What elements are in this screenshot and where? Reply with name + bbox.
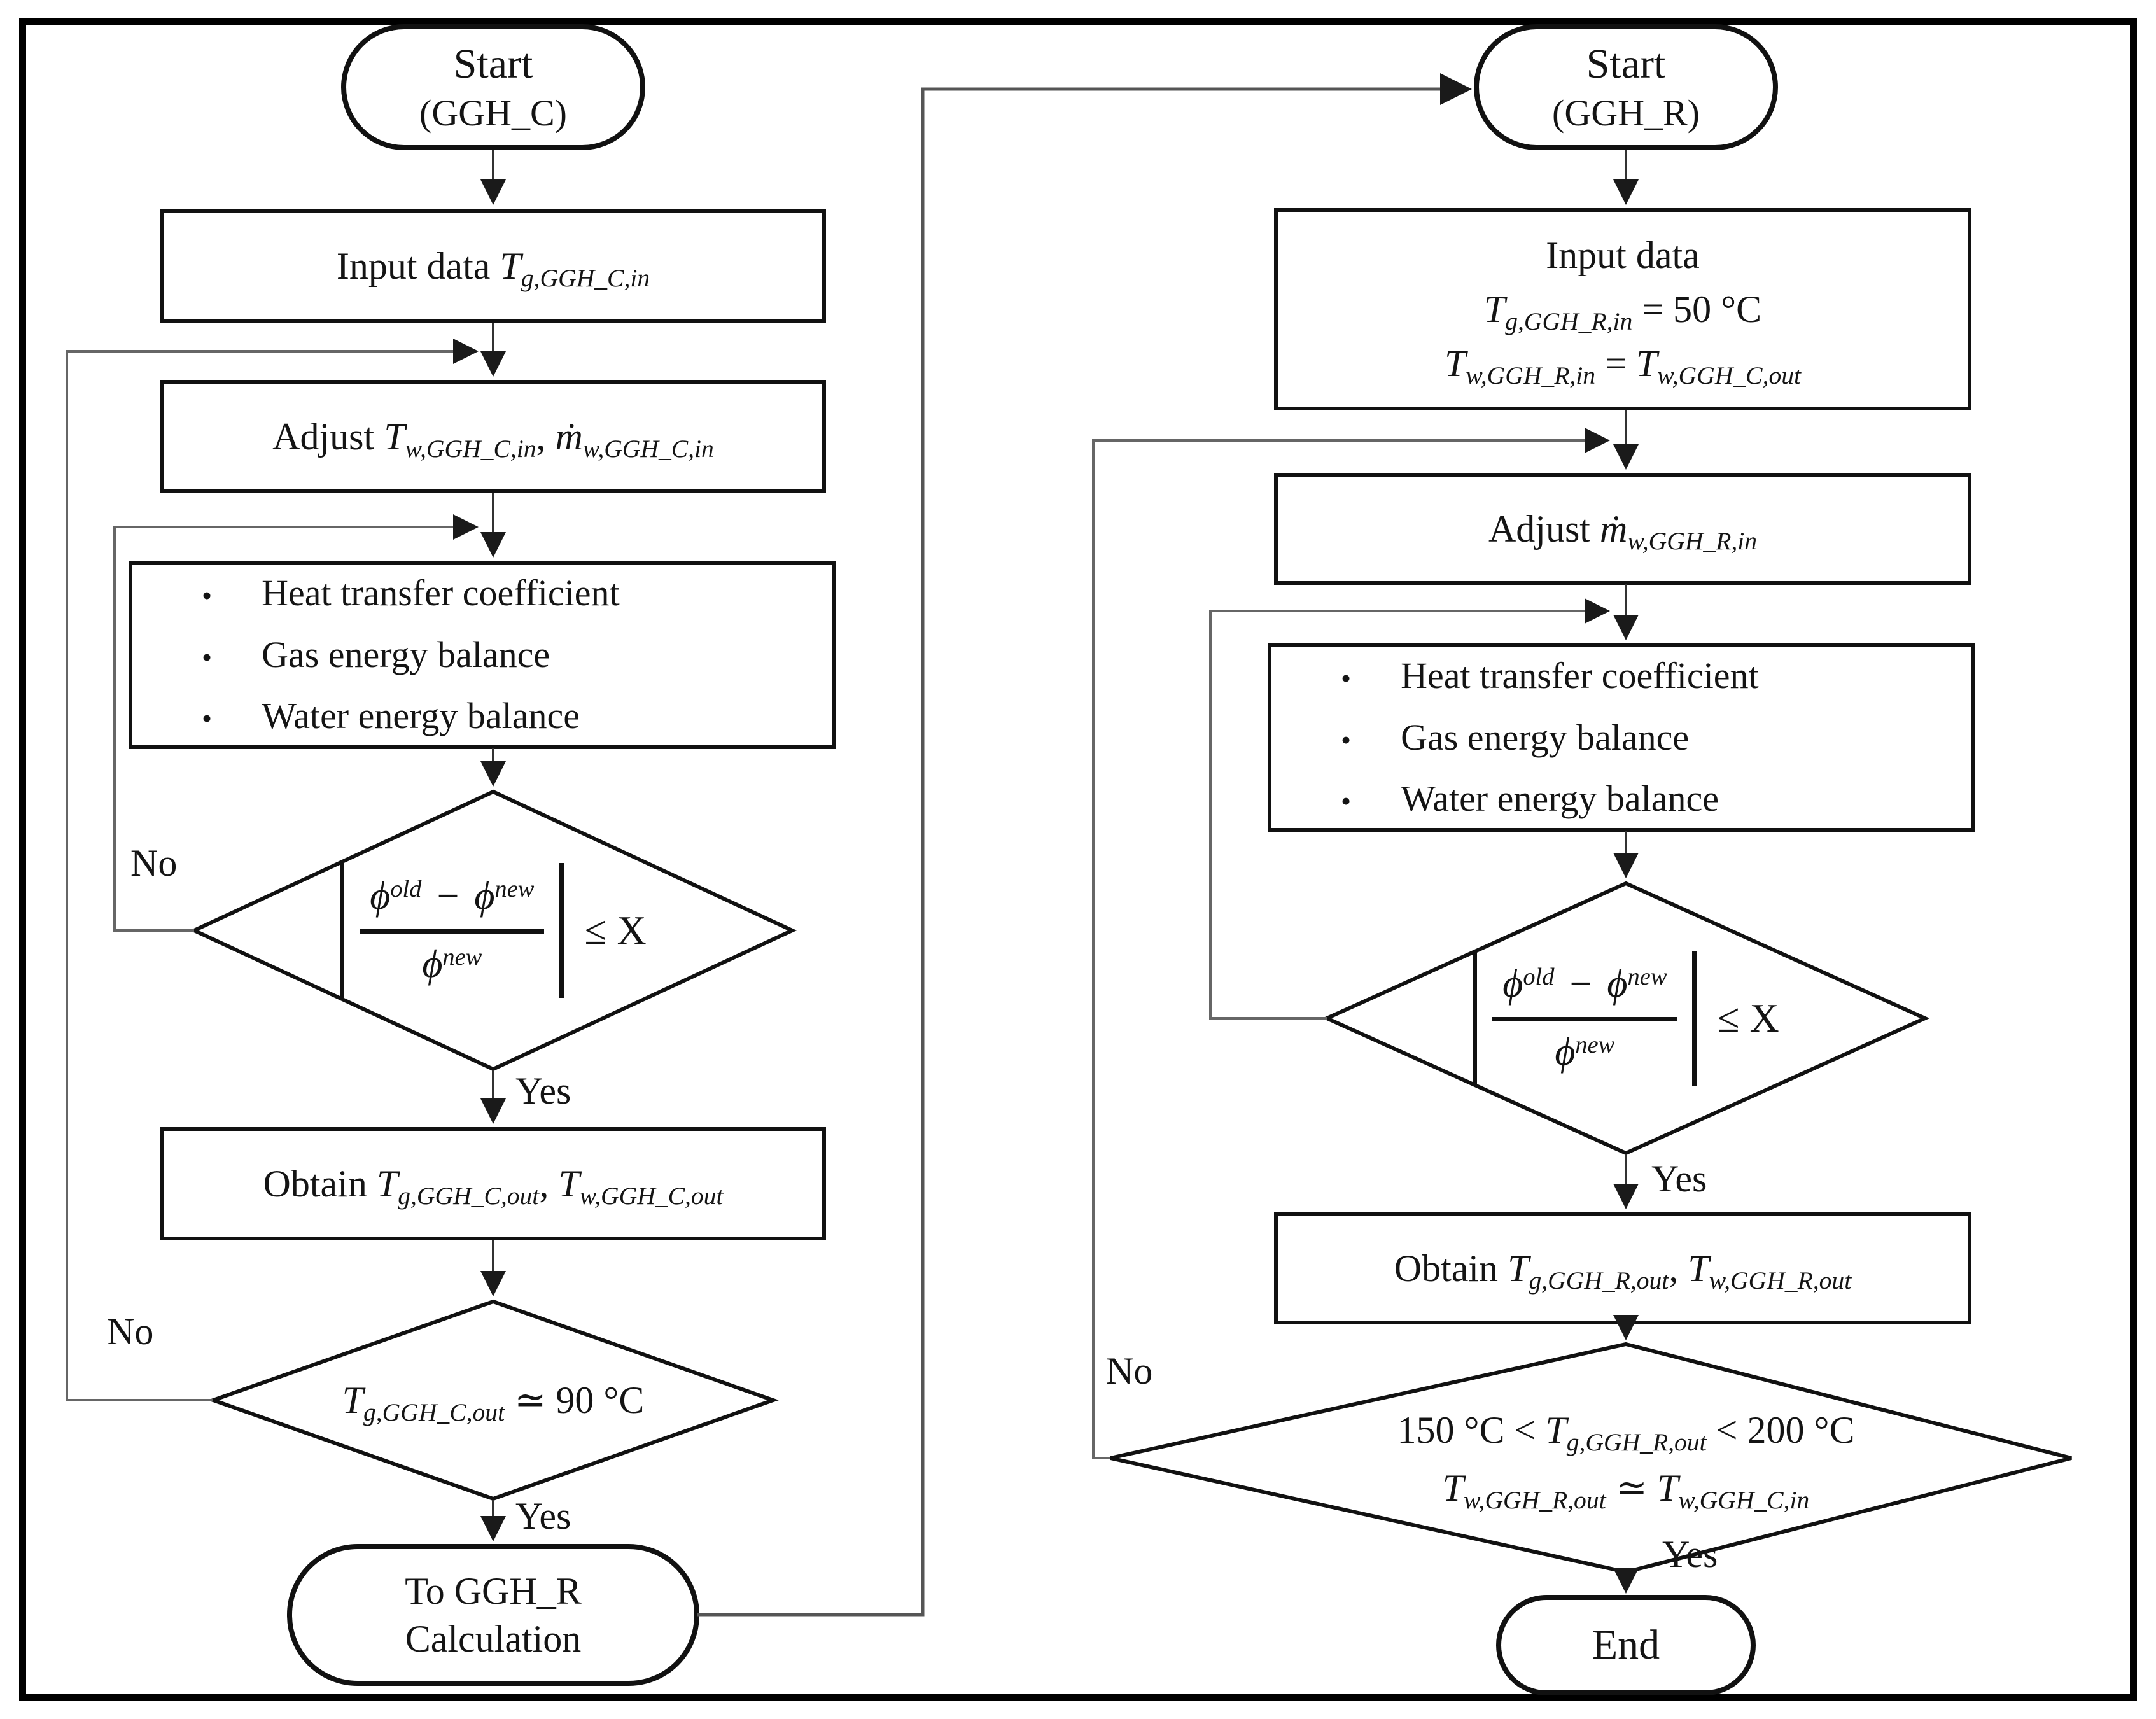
bullet-icon: • — [202, 702, 213, 735]
minus-sign: − — [1569, 962, 1592, 1006]
input-gghr-l2-value: = 50 °C — [1632, 288, 1762, 330]
temp-check-sub: g,GGH_C,out — [363, 1398, 505, 1426]
adjust-gghr-prefix: Adjust — [1488, 507, 1600, 550]
node-phi-check-gghc — [270, 825, 716, 1035]
phi-symbol: ϕ — [1502, 962, 1523, 1006]
balance-gghc-item-2 — [202, 632, 550, 678]
balance-item-label: Heat transfer coefficient — [262, 572, 620, 614]
phi-sup-new: new — [1627, 963, 1667, 990]
obtain-gghr-prefix: Obtain — [1394, 1247, 1508, 1289]
bullet-icon: • — [1341, 723, 1352, 756]
phi-symbol: ϕ — [1607, 962, 1628, 1006]
obtain-gghc-var1: T — [376, 1162, 398, 1205]
phi-denominator — [422, 934, 482, 990]
start-gghr-sublabel: (GGH_R) — [1552, 92, 1700, 134]
input-gghr-line2 — [1484, 286, 1761, 333]
phi-symbol: ϕ — [474, 874, 495, 918]
phi-fraction — [1492, 960, 1677, 1077]
minus-sign: − — [437, 874, 459, 918]
node-start-gghr — [1476, 27, 1775, 148]
final-check-l2-var2: T — [1656, 1466, 1679, 1509]
input-gghr-l3-sub1: w,GGH_R,in — [1466, 361, 1596, 389]
balance-item-label: Water energy balance — [262, 695, 580, 737]
input-gghr-l2-var: T — [1483, 288, 1506, 330]
node-adjust-gghc — [162, 382, 824, 491]
adjust-gghr-sub: w,GGH_R,in — [1627, 526, 1758, 555]
adjust-gghr-var: ṁ — [1599, 507, 1628, 550]
start-gghr-label: Start — [1586, 40, 1666, 87]
input-gghc-sub: g,GGH_C,in — [521, 263, 650, 292]
obtain-gghc-sub2: w,GGH_C,out — [579, 1181, 724, 1210]
phi-denominator — [1555, 1021, 1614, 1077]
balance-gghc-item-3 — [202, 693, 580, 740]
phi-numerator — [1492, 960, 1677, 1021]
node-input-gghc — [162, 211, 824, 321]
phi-symbol: ϕ — [370, 874, 391, 918]
phi-numerator — [360, 872, 544, 934]
node-obtain-gghr — [1276, 1214, 1970, 1323]
input-gghr-l3-var1: T — [1444, 342, 1466, 384]
phi-sup-old: old — [1523, 963, 1555, 990]
obtain-gghr-var1: T — [1508, 1247, 1529, 1289]
temp-check-condition: ≃ 90 °C — [505, 1379, 645, 1421]
phi-sup-new: new — [442, 943, 482, 971]
adjust-gghc-sub1: w,GGH_C,in — [405, 434, 536, 463]
phi-abs-bars — [340, 863, 564, 998]
node-obtain-gghc — [162, 1129, 824, 1238]
adjust-gghc-comma: , — [536, 415, 556, 458]
final-check-l2-var1: T — [1442, 1466, 1464, 1509]
bullet-icon: • — [202, 579, 213, 612]
balance-gghc-item-1 — [202, 570, 620, 617]
approx-sign: ≃ — [1606, 1466, 1657, 1509]
obtain-gghr-sub1: g,GGH_R,out — [1529, 1266, 1669, 1295]
adjust-gghc-var2: ṁ — [555, 415, 583, 458]
obtain-gghr-comma: , — [1669, 1247, 1688, 1289]
bullet-icon: • — [1341, 662, 1352, 695]
phi-check-gghc-no-label: No — [130, 842, 178, 884]
phi-symbol: ϕ — [422, 942, 443, 986]
obtain-gghc-text — [263, 1160, 724, 1208]
node-to-gghr — [290, 1547, 697, 1683]
phi-check-gghc-yes-label: Yes — [515, 1070, 571, 1112]
node-final-check-gghr — [1177, 1368, 2075, 1550]
phi-symbol: ϕ — [1555, 1030, 1576, 1074]
node-adjust-gghr — [1276, 475, 1970, 583]
to-gghr-line1: To GGH_R — [405, 1569, 582, 1612]
temp-check-yes-label: Yes — [515, 1495, 571, 1537]
node-input-gghr — [1276, 210, 1970, 409]
input-gghr-l3-sub2: w,GGH_C,out — [1657, 361, 1802, 389]
obtain-gghc-comma: , — [539, 1162, 559, 1205]
final-check-l1-pre: 150 °C < — [1397, 1408, 1546, 1451]
node-end — [1499, 1597, 1753, 1693]
final-check-no-label: No — [1106, 1350, 1153, 1392]
adjust-gghr-text — [1488, 505, 1757, 553]
obtain-gghc-var2: T — [558, 1162, 580, 1205]
balance-item-label: Heat transfer coefficient — [1401, 655, 1759, 697]
input-gghr-l3-var2: T — [1635, 342, 1658, 384]
phi-comparison: ≤ X — [1717, 995, 1779, 1041]
temp-check-text — [342, 1377, 645, 1424]
balance-gghr-item-3 — [1341, 776, 1719, 822]
node-balance-gghc — [130, 563, 834, 747]
balance-gghr-item-1 — [1341, 653, 1759, 699]
final-check-l1-var: T — [1545, 1408, 1567, 1451]
input-gghr-l2-sub: g,GGH_R,in — [1505, 307, 1633, 335]
adjust-gghc-var1: T — [384, 415, 405, 458]
adjust-gghc-text — [272, 413, 714, 461]
bullet-icon: • — [1341, 785, 1352, 818]
temp-check-var: T — [342, 1379, 363, 1421]
obtain-gghr-sub2: w,GGH_R,out — [1709, 1266, 1852, 1295]
final-check-line2 — [1443, 1464, 1810, 1512]
input-gghc-text — [337, 242, 650, 290]
obtain-gghr-text — [1394, 1245, 1851, 1293]
obtain-gghc-prefix: Obtain — [263, 1162, 377, 1205]
node-temp-check-gghc — [226, 1349, 760, 1451]
input-gghc-var: T — [500, 244, 521, 287]
equals-sign: = — [1595, 342, 1636, 384]
input-gghr-title: Input data — [1546, 234, 1700, 276]
final-check-l1-post: < 200 °C — [1706, 1408, 1855, 1451]
final-check-l2-sub1: w,GGH_R,out — [1464, 1485, 1606, 1514]
balance-item-label: Gas energy balance — [262, 633, 550, 675]
balance-item-label: Water energy balance — [1401, 778, 1719, 820]
start-gghc-sublabel: (GGH_C) — [419, 92, 567, 134]
balance-gghr-item-2 — [1341, 715, 1689, 761]
obtain-gghr-var2: T — [1688, 1247, 1709, 1289]
phi-sup-old: old — [390, 875, 422, 902]
node-phi-check-gghr — [1403, 913, 1849, 1123]
final-check-l1-sub: g,GGH_R,out — [1566, 1428, 1707, 1456]
phi-sup-new: new — [494, 875, 535, 902]
phi-sup-new: new — [1575, 1031, 1615, 1058]
to-gghr-line2: Calculation — [405, 1617, 582, 1660]
obtain-gghc-sub1: g,GGH_C,out — [398, 1181, 540, 1210]
node-balance-gghr — [1270, 645, 1973, 830]
bullet-icon: • — [202, 640, 213, 673]
phi-comparison: ≤ X — [584, 908, 647, 953]
adjust-gghc-sub2: w,GGH_C,in — [582, 434, 714, 463]
node-start-gghc — [344, 27, 643, 148]
temp-check-no-label: No — [107, 1310, 154, 1352]
start-gghc-label: Start — [453, 40, 533, 87]
balance-item-label: Gas energy balance — [1401, 716, 1690, 758]
input-gghr-line3 — [1445, 340, 1801, 388]
phi-check-gghr-yes-label: Yes — [1651, 1158, 1707, 1200]
end-label: End — [1592, 1621, 1660, 1668]
adjust-gghc-prefix: Adjust — [272, 415, 384, 458]
final-check-line1 — [1397, 1407, 1855, 1454]
phi-abs-bars — [1473, 951, 1697, 1086]
input-gghc-prefix: Input data — [336, 244, 500, 287]
final-check-yes-label: Yes — [1662, 1533, 1718, 1575]
phi-fraction — [360, 872, 544, 989]
final-check-l2-sub2: w,GGH_C,in — [1678, 1485, 1810, 1514]
